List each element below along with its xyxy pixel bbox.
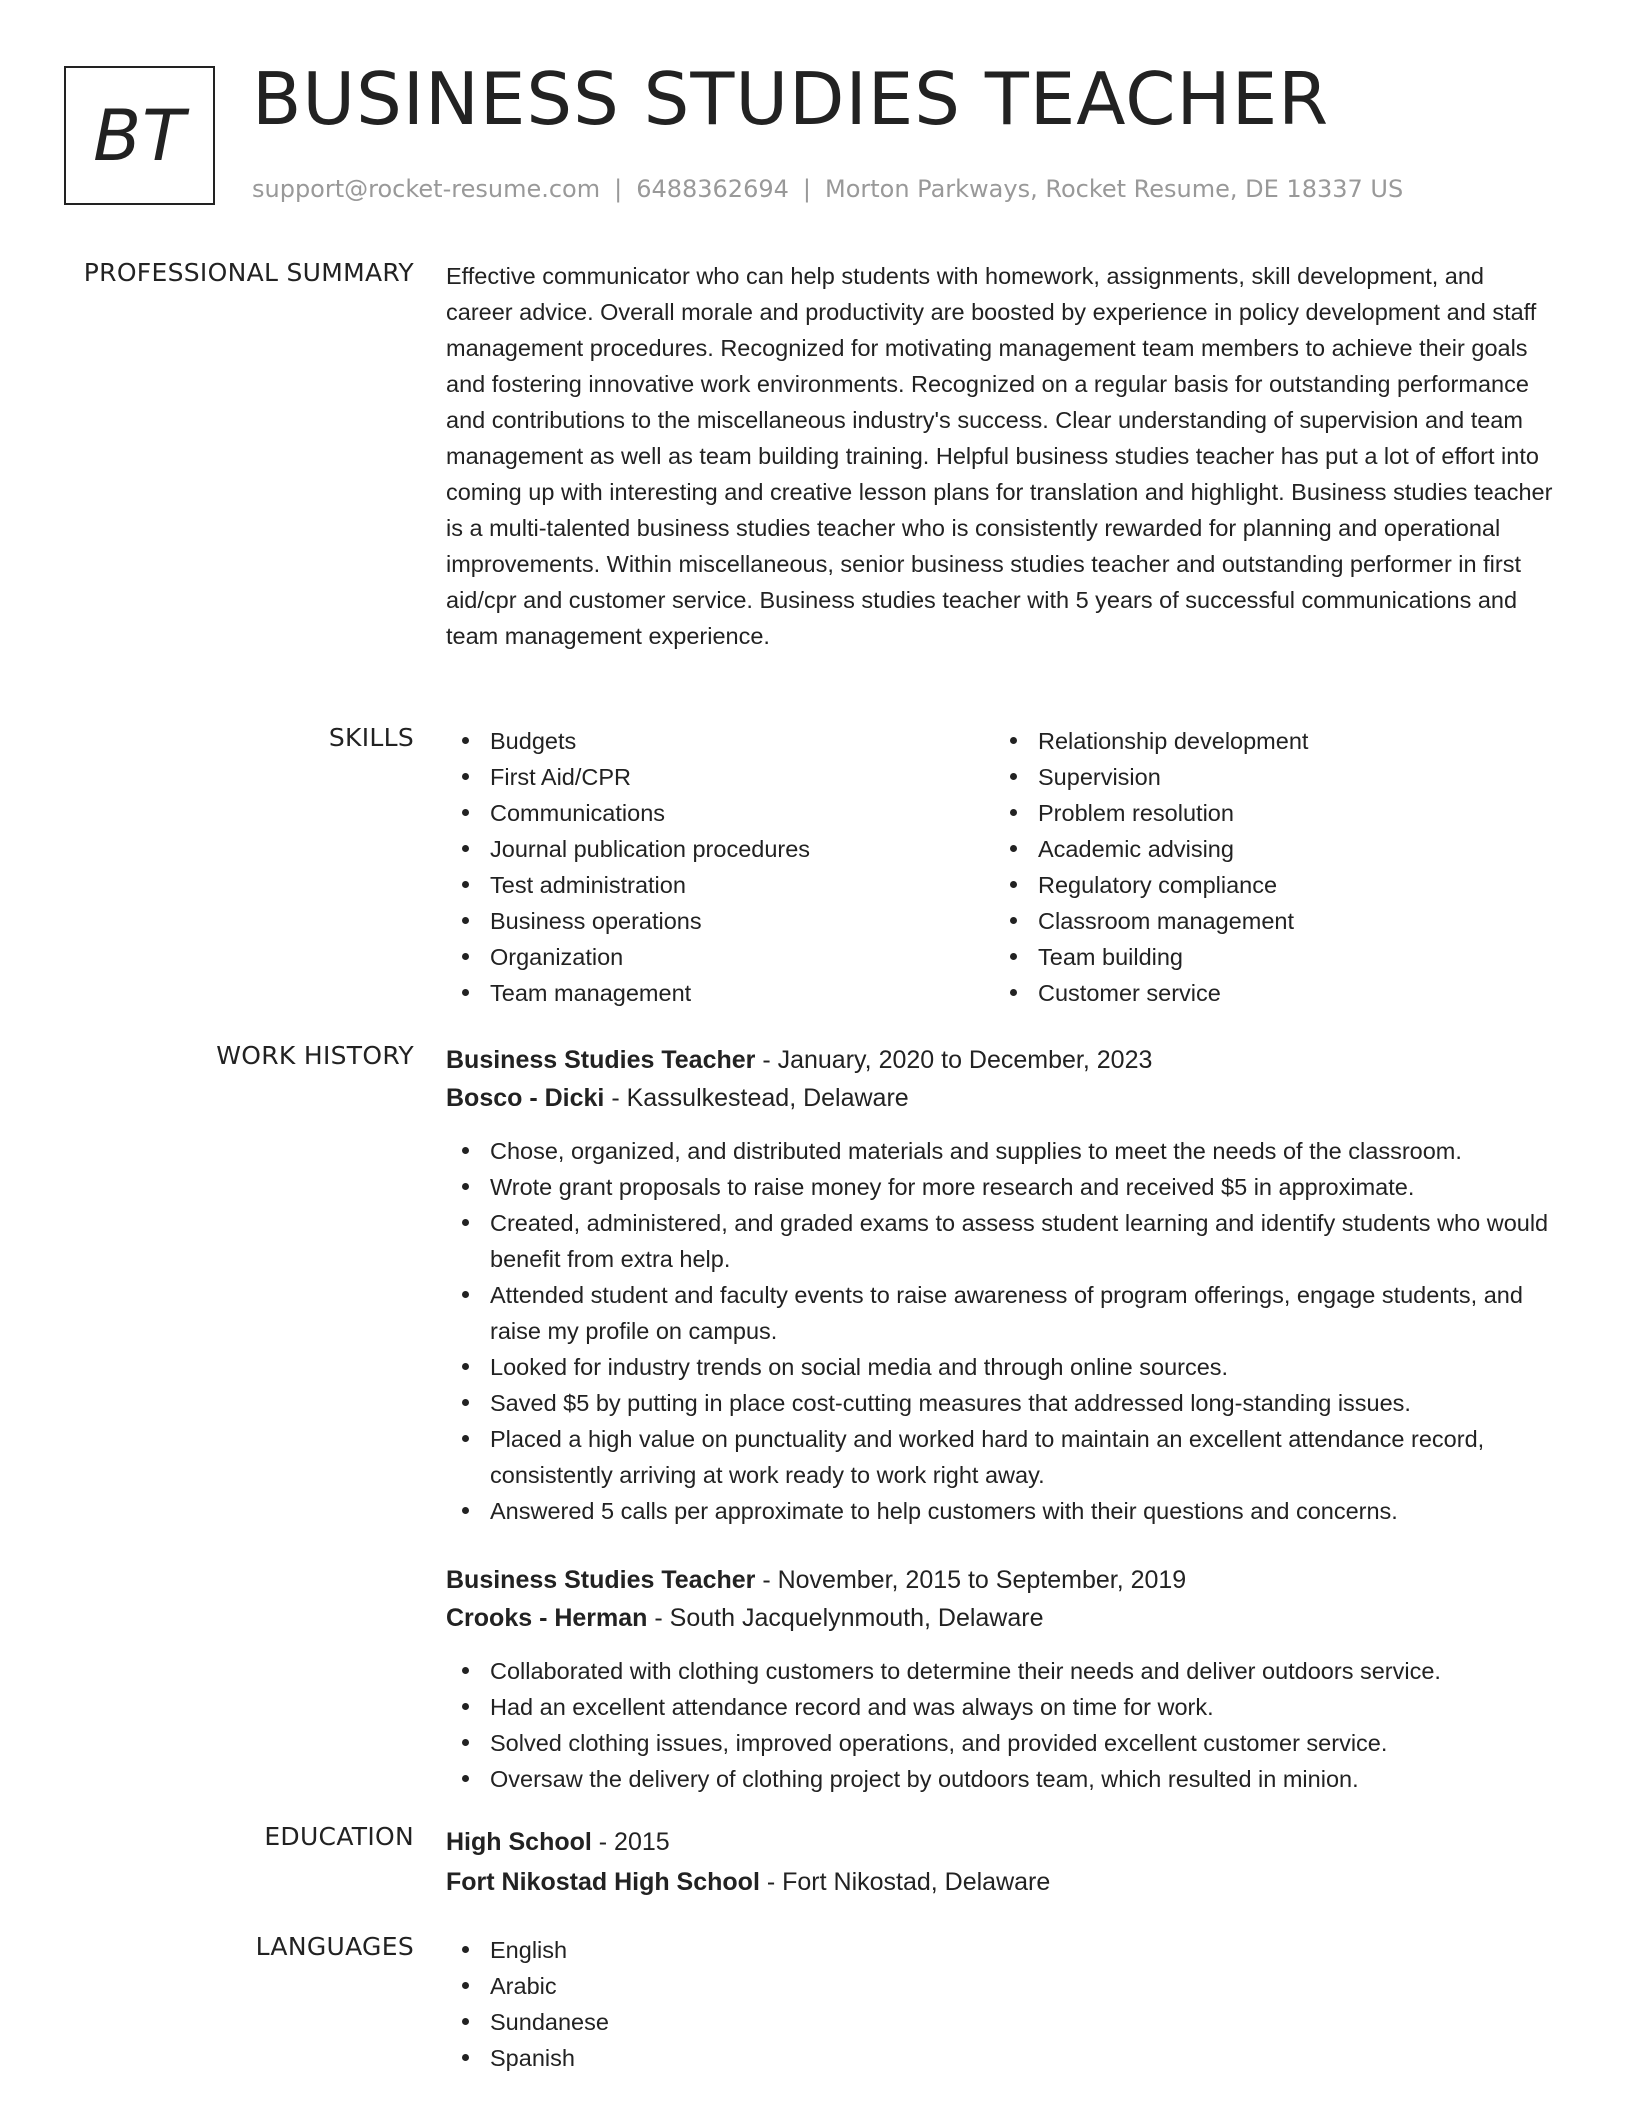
summary-text: Effective communicator who can help students with homework, assignments, skill development, and career advice. Overall morale and productivity are boosted by experience in policy development and staff management procedures. Recognized for motivating management team members to achieve their goals and fostering innovative work environments. Recognized on a regular basis for outstanding performance and contributions to the miscellaneous industry's success. Clear understanding of supervision and team management as well as team building training. Helpful business studies teacher has put a lot of effort into coming up with interesting and creative lesson plans for translation and highlight. Business studies teacher is a multi-talented business studies teacher who is consistently rewarded for planning and operational improvements. Within miscellaneous, senior business studies teacher and outstanding performer in first aid/cpr and customer service. Business studies teacher with 5 years of successful communications and team management experience. xyxy=(446,263,1553,649)
job-bullet: Answered 5 calls per approximate to help customers with their questions and concerns. xyxy=(446,1493,1556,1529)
job-bullet: Looked for industry trends on social media and through online sources. xyxy=(446,1349,1556,1385)
contact-line xyxy=(252,175,1403,203)
job-bullet: Solved clothing issues, improved operations, and provided excellent customer service. xyxy=(446,1725,1556,1761)
job-bullet: Attended student and faculty events to raise awareness of program offerings, engage students, and raise my profile on campus. xyxy=(446,1277,1556,1349)
job-title: Business Studies Teacher xyxy=(446,1046,756,1074)
job-bullet-list xyxy=(446,1653,1556,1797)
education-school-line xyxy=(446,1862,1556,1902)
monogram-box xyxy=(64,66,215,205)
skill-item: Supervision xyxy=(994,759,1542,795)
job-location: - Kassulkestead, Delaware xyxy=(604,1084,909,1112)
skill-item: Classroom management xyxy=(994,903,1542,939)
skill-item: Problem resolution xyxy=(994,795,1542,831)
job-bullet: Saved $5 by putting in place cost-cutting measures that addressed long-standing issues. xyxy=(446,1385,1556,1421)
contact-phone[interactable]: 6488362694 xyxy=(636,175,789,203)
skill-item: Business operations xyxy=(446,903,994,939)
job-bullet: Placed a high value on punctuality and worked hard to maintain an excellent attendance record, consistently arriving at work ready to work right away. xyxy=(446,1421,1556,1493)
job-company-line xyxy=(446,1599,1556,1637)
job-company-line xyxy=(446,1079,1556,1117)
section-label-summary: PROFESSIONAL SUMMARY xyxy=(83,258,414,287)
section-label-languages: LANGUAGES xyxy=(255,1932,414,1961)
skill-item: Communications xyxy=(446,795,994,831)
language-item: English xyxy=(446,1932,1556,1968)
job-entry xyxy=(446,1041,1556,1529)
skill-item: First Aid/CPR xyxy=(446,759,994,795)
section-label-skills: SKILLS xyxy=(328,723,414,752)
skills-column-right xyxy=(994,723,1542,1011)
skill-item: Budgets xyxy=(446,723,994,759)
skill-item: Regulatory compliance xyxy=(994,867,1542,903)
language-item: Sundanese xyxy=(446,2004,1556,2040)
section-label-work-history: WORK HISTORY xyxy=(216,1041,414,1070)
job-bullet: Chose, organized, and distributed materials and supplies to meet the needs of the classroom. xyxy=(446,1133,1556,1169)
languages-content xyxy=(446,1932,1556,2076)
job-dates: - November, 2015 to September, 2019 xyxy=(755,1566,1187,1594)
job-bullet: Had an excellent attendance record and was always on time for work. xyxy=(446,1689,1556,1725)
section-label-education: EDUCATION xyxy=(264,1822,414,1851)
monogram-initials: BT xyxy=(93,94,186,177)
language-item: Spanish xyxy=(446,2040,1556,2076)
job-company: Bosco - Dicki xyxy=(446,1084,605,1112)
skills-column-left xyxy=(446,723,994,1011)
work-history-content xyxy=(446,1041,1556,1797)
job-entry xyxy=(446,1561,1556,1797)
education-year: - 2015 xyxy=(591,1828,670,1856)
skills-grid xyxy=(446,723,1556,1011)
job-location: - South Jacquelynmouth, Delaware xyxy=(647,1604,1044,1632)
contact-email[interactable]: support@rocket-resume.com xyxy=(252,175,601,203)
contact-address: Morton Parkways, Rocket Resume, DE 18337 US xyxy=(824,175,1404,203)
skill-item: Organization xyxy=(446,939,994,975)
job-title-line xyxy=(446,1561,1556,1599)
education-degree-line xyxy=(446,1822,1556,1862)
skill-item: Academic advising xyxy=(994,831,1542,867)
language-item: Arabic xyxy=(446,1968,1556,2004)
skill-item: Journal publication procedures xyxy=(446,831,994,867)
job-bullet: Wrote grant proposals to raise money for more research and received $5 in approximate. xyxy=(446,1169,1556,1205)
skill-item: Relationship development xyxy=(994,723,1542,759)
skill-item: Team building xyxy=(994,939,1542,975)
job-company: Crooks - Herman xyxy=(446,1604,648,1632)
job-bullet: Created, administered, and graded exams to assess student learning and identify students who would benefit from extra help. xyxy=(446,1205,1556,1277)
job-dates: - January, 2020 to December, 2023 xyxy=(755,1046,1153,1074)
skill-item: Team management xyxy=(446,975,994,1011)
job-title: Business Studies Teacher xyxy=(446,1566,756,1594)
education-school: Fort Nikostad High School xyxy=(446,1868,760,1896)
contact-separator: | xyxy=(614,175,623,203)
skill-item: Test administration xyxy=(446,867,994,903)
job-bullet: Collaborated with clothing customers to determine their needs and deliver outdoors service. xyxy=(446,1653,1556,1689)
education-location: - Fort Nikostad, Delaware xyxy=(759,1868,1051,1896)
job-bullet-list xyxy=(446,1133,1556,1529)
contact-separator: | xyxy=(802,175,811,203)
resume-name: BUSINESS STUDIES TEACHER xyxy=(252,57,1330,141)
job-bullet: Oversaw the delivery of clothing project by outdoors team, which resulted in minion. xyxy=(446,1761,1556,1797)
education-content xyxy=(446,1822,1556,1902)
education-degree: High School xyxy=(446,1828,592,1856)
languages-list xyxy=(446,1932,1556,2076)
job-title-line xyxy=(446,1041,1556,1079)
skill-item: Customer service xyxy=(994,975,1542,1011)
